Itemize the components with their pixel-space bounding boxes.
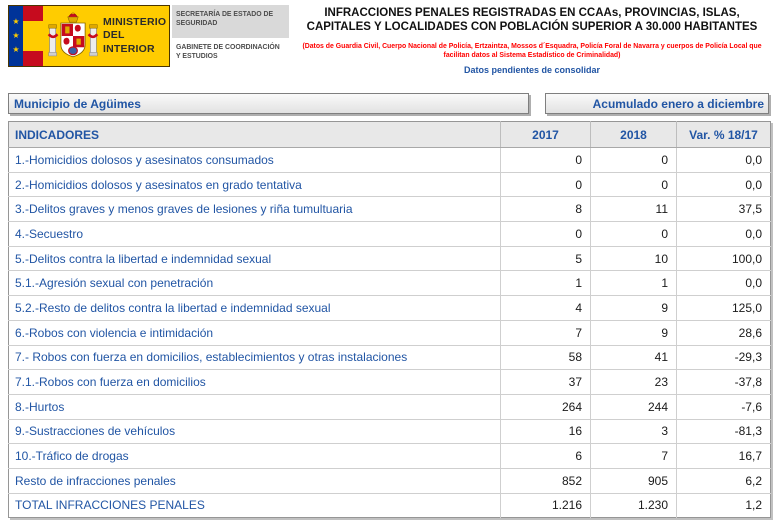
indicator-label: Resto de infracciones penales xyxy=(9,468,501,493)
table-row xyxy=(9,444,771,469)
indicator-label: 5.2.-Resto de delitos contra la libertad e indemnidad sexual xyxy=(9,296,501,321)
value-2017: 0 xyxy=(501,148,591,173)
value-2017: 5 xyxy=(501,246,591,271)
value-2018: 7 xyxy=(591,444,677,469)
value-2017: 264 xyxy=(501,394,591,419)
municipality-selector[interactable]: Municipio de Agüimes xyxy=(8,93,529,114)
value-variation: 0,0 xyxy=(677,222,771,247)
indicator-label: 4.-Secuestro xyxy=(9,222,501,247)
table-row xyxy=(9,148,771,173)
value-2018: 0 xyxy=(591,148,677,173)
indicator-label: 2.-Homicidios dolosos y asesinatos en grado tentativa xyxy=(9,172,501,197)
indicator-label: 5.1.-Agresión sexual con penetración xyxy=(9,271,501,296)
value-2017: 4 xyxy=(501,296,591,321)
value-2017: 0 xyxy=(501,172,591,197)
value-2018: 10 xyxy=(591,246,677,271)
value-2018: 41 xyxy=(591,345,677,370)
table-row xyxy=(9,370,771,395)
value-2017: 16 xyxy=(501,419,591,444)
table-header-row xyxy=(9,122,771,148)
value-variation: 100,0 xyxy=(677,246,771,271)
value-2017: 1 xyxy=(501,271,591,296)
column-header-variation: Var. % 18/17 xyxy=(677,122,771,148)
column-header-2018: 2018 xyxy=(591,122,677,148)
value-variation: -37,8 xyxy=(677,370,771,395)
star-icon: ★ xyxy=(12,31,20,40)
ministry-logo xyxy=(8,5,170,67)
table-row-total xyxy=(9,493,771,518)
table-row xyxy=(9,246,771,271)
secretaria-label: SECRETARÍA DE ESTADO DE SEGURIDAD xyxy=(172,5,289,38)
value-2018: 0 xyxy=(591,222,677,247)
table-row xyxy=(9,320,771,345)
value-2017: 7 xyxy=(501,320,591,345)
table-row xyxy=(9,271,771,296)
column-header-2017: 2017 xyxy=(501,122,591,148)
ministry-name: MINISTERIO DEL INTERIOR xyxy=(103,15,167,55)
indicator-label: TOTAL INFRACCIONES PENALES xyxy=(9,493,501,518)
indicator-label: 6.-Robos con violencia e intimidación xyxy=(9,320,501,345)
status-note: Datos pendientes de consolidar xyxy=(463,65,601,76)
value-variation: 0,0 xyxy=(677,172,771,197)
value-2017: 852 xyxy=(501,468,591,493)
indicator-label: 1.-Homicidios dolosos y asesinatos consumados xyxy=(15,152,274,167)
value-2017: 8 xyxy=(501,197,591,222)
value-variation: -29,3 xyxy=(677,345,771,370)
value-variation: -7,6 xyxy=(677,394,771,419)
column-header-indicadores: INDICADORES xyxy=(9,122,501,148)
value-variation: 0,0 xyxy=(677,148,771,173)
table-row xyxy=(9,222,771,247)
value-2018: 905 xyxy=(591,468,677,493)
source-note: (Datos de Guardia Civil, Cuerpo Nacional de Policía, Ertzaintza, Mossos d´Esquadra, Policía Foral de Navarra y cuerpos de Policía Local que facilitan datos al Sistema Estadístico de Criminalidad) xyxy=(302,42,762,59)
value-2018: 1.230 xyxy=(591,493,677,518)
value-2018: 3 xyxy=(591,419,677,444)
indicator-label: 7.1.-Robos con fuerza en domicilios xyxy=(9,370,501,395)
eu-flag-strip-icon xyxy=(9,6,23,66)
value-2017: 37 xyxy=(501,370,591,395)
org-block xyxy=(172,5,289,62)
value-2018: 23 xyxy=(591,370,677,395)
indicator-label: 7.- Robos con fuerza en domicilios, establecimientos y otras instalaciones xyxy=(9,345,501,370)
spain-coat-of-arms-icon xyxy=(47,10,99,62)
value-variation: 1,2 xyxy=(677,493,771,518)
period-selector[interactable]: Acumulado enero a diciembre xyxy=(545,93,769,114)
value-2017: 6 xyxy=(501,444,591,469)
indicator-label: 10.-Tráfico de drogas xyxy=(9,444,501,469)
value-variation: 37,5 xyxy=(677,197,771,222)
table-row xyxy=(9,197,771,222)
table-body xyxy=(9,148,771,518)
indicator-label: 5.-Delitos contra la libertad e indemnidad sexual xyxy=(9,246,501,271)
page-title: INFRACCIONES PENALES REGISTRADAS EN CCAAs, PROVINCIAS, ISLAS, CAPITALES Y LOCALIDADES CON POBLACIÓN SUPERIOR A 30.000 HABITANTES xyxy=(306,7,758,33)
value-2017: 1.216 xyxy=(501,493,591,518)
value-variation: 28,6 xyxy=(677,320,771,345)
value-variation: -81,3 xyxy=(677,419,771,444)
value-2018: 0 xyxy=(591,172,677,197)
table-row xyxy=(9,468,771,493)
value-2017: 0 xyxy=(501,222,591,247)
indicator-label: 8.-Hurtos xyxy=(9,394,501,419)
table-row xyxy=(9,345,771,370)
table-row xyxy=(9,296,771,321)
table-row xyxy=(9,172,771,197)
star-icon: ★ xyxy=(12,17,20,26)
indicator-label: 3.-Delitos graves y menos graves de lesiones y riña tumultuaria xyxy=(9,197,501,222)
star-icon: ★ xyxy=(12,45,20,54)
gabinete-label: GABINETE DE COORDINACIÓN Y ESTUDIOS xyxy=(176,44,280,61)
value-variation: 16,7 xyxy=(677,444,771,469)
value-2017: 58 xyxy=(501,345,591,370)
spain-flag-strip-icon xyxy=(23,6,43,66)
indicator-label: 9.-Sustracciones de vehículos xyxy=(9,419,501,444)
crime-statistics-table xyxy=(8,121,771,518)
table-row xyxy=(9,419,771,444)
table-row xyxy=(9,394,771,419)
value-2018: 1 xyxy=(591,271,677,296)
value-2018: 244 xyxy=(591,394,677,419)
value-variation: 6,2 xyxy=(677,468,771,493)
value-2018: 9 xyxy=(591,296,677,321)
value-2018: 9 xyxy=(591,320,677,345)
value-2018: 11 xyxy=(591,197,677,222)
value-variation: 0,0 xyxy=(677,271,771,296)
value-variation: 125,0 xyxy=(677,296,771,321)
